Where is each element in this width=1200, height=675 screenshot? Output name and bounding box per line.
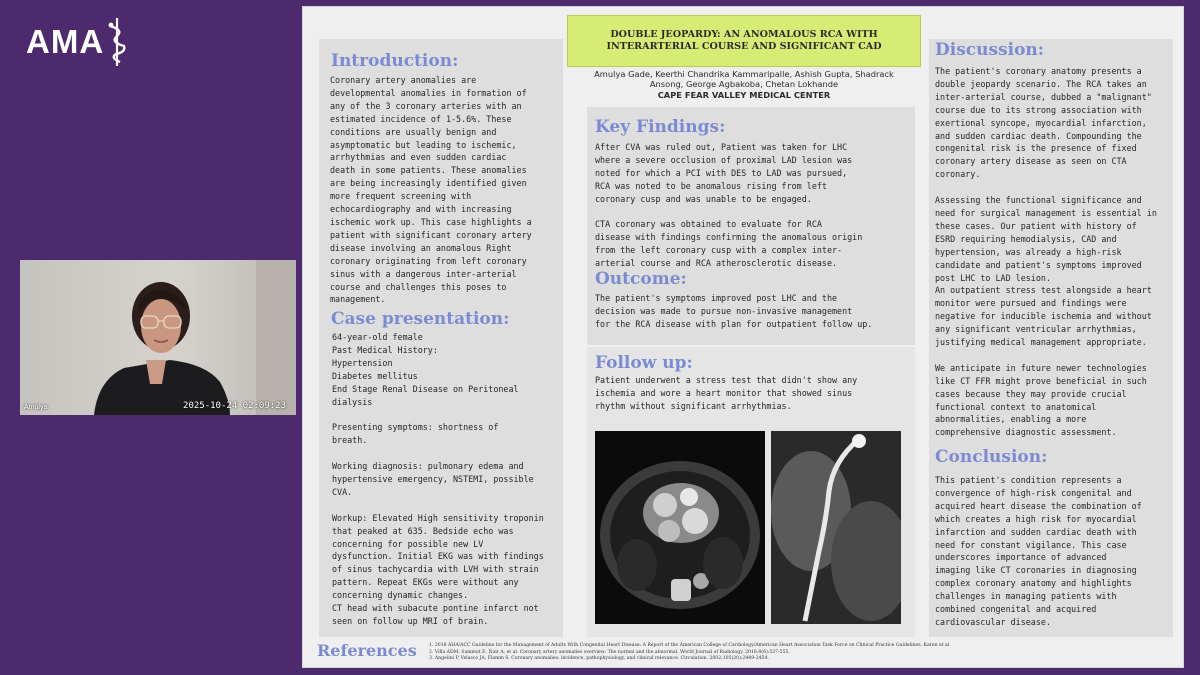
conclusion-line: complex coronary anatomy and highlights [935, 578, 1132, 589]
key-findings-line: RCA was noted to be anomalous rising from left [595, 180, 827, 191]
key-findings-line: disease with findings confirming the anomalous origin [595, 232, 863, 243]
conclusion-text [935, 474, 1142, 629]
discussion-line: need for surgical management is essential in [935, 207, 1157, 218]
case-presentation-heading: Case presentation: [331, 309, 510, 329]
key-findings-line: noted for which a PCI with DES to LAD was pursued, [595, 167, 848, 178]
introduction-line: disease involving an anomalous Right [330, 242, 512, 253]
discussion-line: candidate and patient's symptoms improved [935, 259, 1142, 270]
follow-up-heading: Follow up: [595, 353, 693, 373]
conclusion-line: combined congenital and acquired [935, 604, 1097, 615]
case-line: Diabetes mellitus [332, 370, 418, 381]
case-line: seen on follow up MRI of brain. [332, 615, 489, 626]
conclusion-line: challenges in managing patients with [935, 591, 1117, 602]
introduction-heading: Introduction: [331, 51, 459, 71]
discussion-line: post LHC to LAD lesion. [935, 272, 1051, 283]
conclusion-line: which creates a high risk for myocardial [935, 513, 1137, 524]
discussion-text [935, 65, 1157, 439]
key-findings-line: CTA coronary was obtained to evaluate for RCA [595, 219, 822, 230]
discussion-line: Assessing the functional significance and [935, 195, 1142, 206]
key-findings-text [595, 141, 862, 270]
outcome-line: decision was made to pursue non-invasive management [595, 305, 853, 316]
introduction-line: death in some patients. These anomalies [330, 165, 527, 176]
introduction-line: patient with significant coronary artery [330, 229, 532, 240]
key-findings-heading: Key Findings: [595, 117, 726, 137]
outcome-line: The patient's symptoms improved post LHC and the [595, 293, 838, 303]
conclusion-line: infarction and sudden cardiac death with [935, 526, 1137, 537]
introduction-line: course and challenges this poses to [330, 281, 507, 292]
introduction-line: developmental anomalies in formation of [330, 87, 527, 98]
references-text [429, 643, 949, 663]
discussion-line: monitor were pursued and findings were [935, 298, 1127, 309]
discussion-line: coronary. [935, 169, 981, 180]
discussion-line: ESRD requiring hemodialysis, CAD and [935, 233, 1117, 244]
outcome-line: for the RCA disease with plan for outpatient follow up. [595, 318, 873, 329]
case-line: Past Medical History: [332, 344, 438, 355]
conclusion-line: convergence of high-risk congenital and [935, 487, 1132, 498]
case-line: concerning for possible new LV [332, 538, 484, 549]
introduction-line: arrhythmias and even sudden cardiac [330, 152, 507, 163]
follow-up-line: ischemia and wore a heart monitor that showed sinus [595, 387, 853, 398]
introduction-line: ischemic work up. This case highlights a [330, 216, 532, 227]
key-findings-line [595, 206, 862, 219]
discussion-line: negative for inducible ischemia and without [935, 311, 1152, 322]
discussion-line [935, 349, 1157, 362]
references-heading: References [317, 641, 417, 660]
case-line: concerning dynamic changes. [332, 590, 469, 601]
case-line: Hypertension [332, 357, 393, 368]
introduction-line: estimated incidence of 1-5.6%. These [330, 113, 512, 124]
conclusion-heading: Conclusion: [935, 447, 1048, 467]
discussion-line: functional context to anatomical [935, 401, 1097, 412]
discussion-line: An outpatient stress test alongside a heart [935, 285, 1152, 296]
title-line-2: INTERARTERIAL COURSE AND SIGNIFICANT CAD [606, 41, 882, 52]
author-list [567, 69, 921, 100]
case-line: pattern. Repeat EKGs were without any [332, 577, 519, 588]
introduction-line: conditions are usually benign and [330, 126, 497, 137]
case-line: End Stage Renal Disease on Peritoneal [332, 383, 519, 394]
title-line-1: DOUBLE JEOPARDY: AN ANOMALOUS RCA WITH [610, 28, 878, 40]
case-line: that peaked at 635. Bedside echo was [332, 525, 514, 536]
ama-logo [26, 12, 128, 72]
discussion-line: abnormalities, enabling a more [935, 414, 1087, 425]
discussion-heading: Discussion: [935, 40, 1045, 60]
case-line: CT head with subacute pontine infarct not [332, 603, 539, 614]
discussion-line: like CT FFR might prove beneficial in such [935, 375, 1147, 386]
discussion-line: We anticipate in future newer technologies [935, 362, 1147, 373]
conclusion-line: imaging like CT coronaries in diagnosing [935, 565, 1137, 576]
references-line: 1. 2018 AHA/ACC Guideline for the Management of Adults With Congenital Heart Disease: A Report of the American College of Cardiology/American Heart Association Task Force on Clinical Practice Guidelines. Karen et al [429, 643, 950, 648]
video-timestamp: 2025-10-24 02:09:23 [183, 401, 286, 411]
discussion-line: inter-arterial course, dubbed a "malignant" [935, 91, 1152, 102]
introduction-line: sinus with a dangerous inter-arterial [330, 268, 517, 279]
case-line: Workup: Elevated High sensitivity troponin [332, 512, 544, 523]
case-line [332, 447, 544, 460]
presenter-video-icon [20, 260, 296, 415]
introduction-line: management. [330, 294, 386, 305]
outcome-heading: Outcome: [595, 269, 687, 289]
case-line: breath. [332, 435, 368, 446]
conclusion-line: This patient's condition represents a [935, 475, 1122, 485]
introduction-line: Coronary artery anomalies are [330, 75, 477, 85]
case-line [332, 408, 544, 421]
discussion-line: The patient's coronary anatomy presents a [935, 66, 1142, 76]
coronary-artery-icon [771, 431, 901, 624]
coronary-reconstruction-image [771, 431, 901, 624]
discussion-line [935, 181, 1157, 194]
logo-text: AMA [26, 23, 105, 60]
discussion-line: congenital risk is the presence of fixed [935, 143, 1137, 154]
conclusion-line: underscores importance of advanced [935, 552, 1107, 563]
case-line [332, 499, 544, 512]
affiliation: CAPE FEAR VALLEY MEDICAL CENTER [657, 89, 831, 100]
discussion-line: any significant ventricular arrhythmias, [935, 324, 1137, 335]
outcome-text [595, 292, 872, 331]
key-findings-line: coronary cusp and was unable to be engaged. [595, 193, 812, 204]
discussion-line: hypertension, was already a high-risk [935, 246, 1122, 257]
follow-up-text [595, 374, 857, 413]
introduction-text [330, 74, 532, 306]
key-findings-line: where a severe occlusion of proximal LAD lesion was [595, 154, 853, 165]
key-findings-line: arterial course and RCA atherosclerotic disease. [595, 258, 838, 269]
case-line: Presenting symptoms: shortness of [332, 422, 499, 433]
key-findings-line: After CVA was ruled out, Patient was taken for LHC [595, 142, 848, 152]
staff-of-asclepius-icon [106, 16, 128, 68]
discussion-line: exertional syncope, myocardial infarction, [935, 117, 1147, 128]
introduction-line: are being increasingly identified given [330, 178, 527, 189]
webcam-video-tile[interactable] [20, 260, 296, 415]
authors-line-2: Ansong, George Agbakoba, Chetan Lokhande [649, 79, 839, 90]
discussion-line: justifying medical management appropriate. [935, 337, 1147, 348]
introduction-line: coronary originating from left coronary [330, 255, 527, 266]
discussion-line: cases because they may provide crucial [935, 388, 1127, 399]
authors-line-1: Amulya Gade, Keerthi Chandrika Kammaripalle, Ashish Gupta, Shadrack [594, 69, 894, 79]
discussion-line: comprehensive diagnostic assessment. [935, 427, 1117, 438]
case-line: hypertensive emergency, NSTEMI, possible [332, 473, 534, 484]
discussion-line: and sudden cardiac death. Compounding the [935, 130, 1142, 141]
discussion-line: coronary artery disease as seen on CTA [935, 156, 1127, 167]
poster-title [567, 15, 921, 67]
case-line: 64-year-old female [332, 332, 423, 342]
follow-up-line: rhythm without significant arrhythmias. [595, 400, 792, 411]
introduction-line: more frequent screening with [330, 191, 472, 202]
conclusion-line: cardiovascular disease. [935, 616, 1051, 627]
case-line: of sinus tachycardia with LVH with strain [332, 564, 539, 575]
references-line: 2. Villa ADM, Sammut E, Nair A, et al. Coronary artery anomalies overview: The normal and the abnormal. World Journal of Radiology. 2016;8(6):537-555. [429, 649, 790, 655]
case-presentation-text [332, 331, 544, 628]
introduction-line: asymptomatic but leading to ischemic, [330, 139, 517, 150]
ct-scan-icon [595, 431, 765, 624]
follow-up-line: Patient underwent a stress test that didn't show any [595, 375, 858, 385]
ct-axial-image [595, 431, 765, 624]
introduction-line: echocardiography and with increasing [330, 204, 512, 215]
discussion-line: these cases. Our patient with history of [935, 220, 1137, 231]
conclusion-line: need for constant vigilance. This case [935, 539, 1127, 550]
case-line: Working diagnosis: pulmonary edema and [332, 461, 524, 472]
case-line: dialysis [332, 396, 373, 407]
conclusion-line: acquired heart disease the combination of [935, 500, 1142, 511]
case-line: dysfunction. Initial EKG was with findings [332, 551, 544, 562]
discussion-line: double jeopardy scenario. The RCA takes an [935, 78, 1147, 89]
key-findings-line: from the left coronary cusp with a complex inter- [595, 245, 843, 256]
references-line: 3. Angelini P, Velasco JA, Flamm S. Coronary anomalies: incidence, pathophysiology, and clinical relevance. Circulation. 2002;105(20):2449-2454. [429, 656, 769, 662]
research-poster [302, 6, 1184, 668]
case-line: CVA. [332, 486, 353, 497]
discussion-line: course due to its strong association with [935, 104, 1142, 115]
introduction-line: any of the 3 coronary arteries with an [330, 100, 522, 111]
participant-name: Amulya [24, 404, 48, 411]
